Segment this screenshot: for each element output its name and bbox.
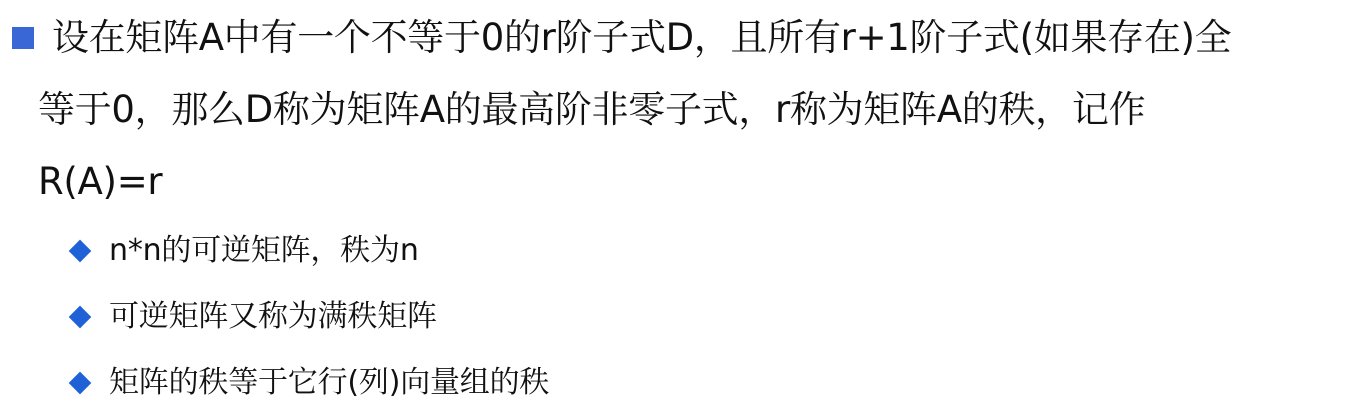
definition-line-2: 等于0，那么D称为矩阵A的最高阶非零子式，r称为矩阵A的秩，记作 — [38, 88, 1146, 131]
sub-bullet-text: n*n的可逆矩阵，秩为n — [109, 233, 419, 268]
diamond-bullet-icon — [69, 240, 92, 263]
definition-line-1: 设在矩阵A中有一个不等于0的r阶子式D，且所有r+1阶子式(如果存在)全 — [52, 16, 1232, 59]
sub-bullet-text: 可逆矩阵又称为满秩矩阵 — [109, 299, 437, 334]
definition-line-3: R(A)=r — [38, 160, 163, 203]
diamond-bullet-icon — [69, 306, 92, 329]
sub-bullet-item — [72, 284, 1072, 350]
square-bullet-icon — [12, 27, 34, 49]
diamond-bullet-icon — [69, 372, 92, 395]
sub-bullet-list — [72, 218, 1072, 416]
sub-bullet-item — [72, 350, 1072, 416]
sub-bullet-item — [72, 218, 1072, 284]
matrix-rank-definition — [38, 2, 1342, 218]
sub-bullet-text: 矩阵的秩等于它行(列)向量组的秩 — [109, 365, 550, 400]
